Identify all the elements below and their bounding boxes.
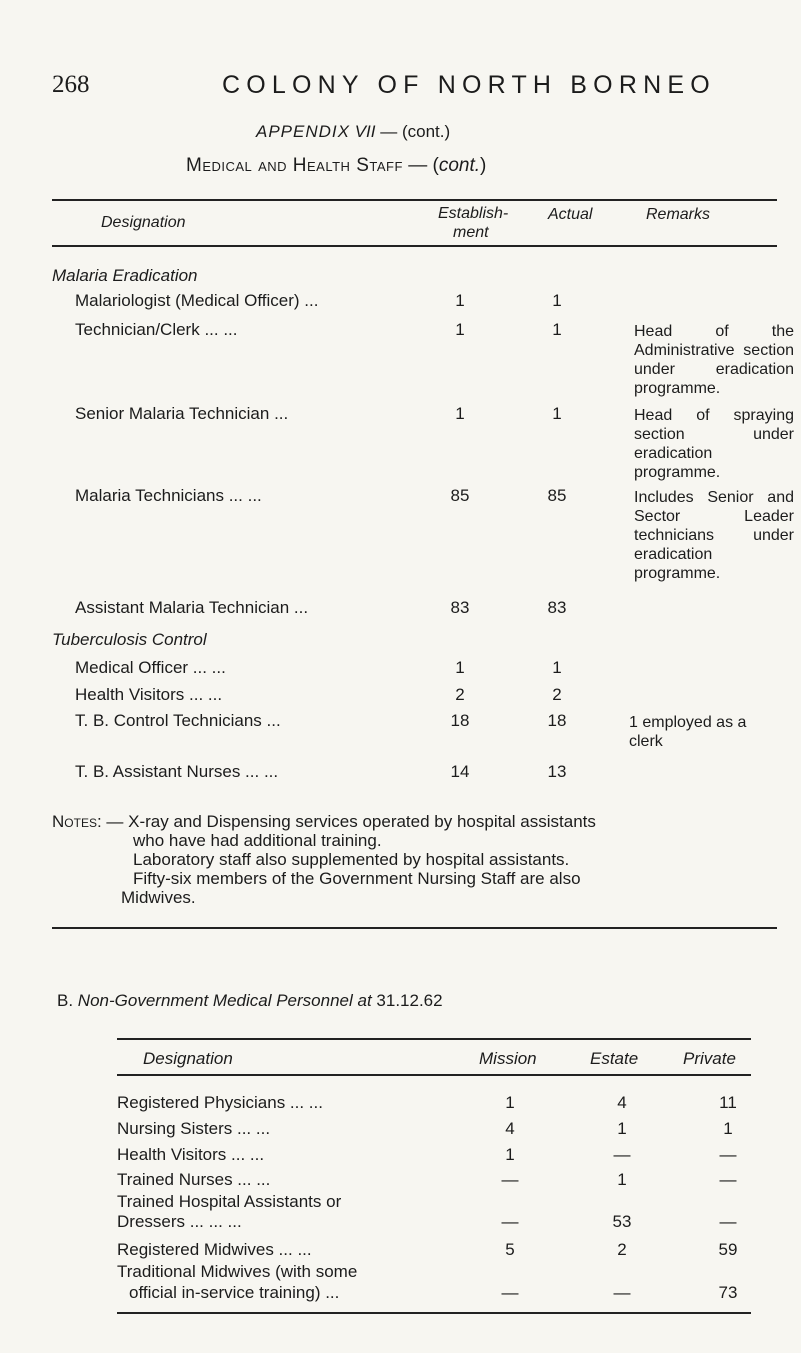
establishment-value: 83 [450, 598, 470, 617]
private-value: 59 [718, 1240, 738, 1259]
private-value: 1 [723, 1119, 733, 1138]
col-actual: Actual [548, 206, 593, 223]
estate-value: 1 [617, 1119, 627, 1138]
estate-value: 1 [617, 1170, 627, 1189]
table-b-top-rule [117, 1038, 751, 1040]
remarks-text: Includes Senior and Sector Leader technicians under eradication programme. [634, 489, 794, 582]
table-row: Traditional Midwives (with some [117, 1262, 358, 1281]
table-row: Trained Hospital Assistants or [117, 1192, 342, 1211]
actual-value: 1 [552, 291, 562, 310]
table-a-top-rule [52, 199, 777, 201]
mission-value: — [501, 1283, 519, 1302]
mission-value: — [501, 1212, 519, 1231]
establishment-value: 2 [455, 685, 465, 704]
table-row: T. B. Assistant Nurses ... ... [75, 762, 279, 781]
mission-value: 1 [505, 1093, 515, 1112]
table-row: Registered Midwives ... ... [117, 1240, 312, 1259]
table-row: Malaria Technicians ... ... [75, 486, 262, 505]
private-value: 11 [719, 1093, 737, 1112]
remarks-text: Head of spraying section under eradication programme. [634, 407, 794, 481]
actual-value: 1 [552, 404, 562, 423]
table-b-bottom-rule [117, 1312, 751, 1314]
table-b-header-rule [117, 1074, 751, 1076]
actual-value: 1 [552, 658, 562, 677]
col-establishment-2: ment [453, 224, 489, 241]
section-b-letter: B. [57, 991, 74, 1010]
establishment-value: 1 [455, 320, 465, 339]
table-row: Senior Malaria Technician ... [75, 404, 289, 423]
table-row-cont: Dressers ... ... ... [117, 1212, 242, 1231]
estate-value: 4 [617, 1093, 627, 1112]
appendix-cont: — (cont.) [375, 122, 451, 141]
col-designation-b: Designation [143, 1049, 233, 1068]
notes-bottom-rule [52, 927, 777, 929]
table-a-header-rule [52, 245, 777, 247]
col-remarks: Remarks [646, 206, 711, 223]
page-number: 268 [52, 71, 90, 98]
notes-line-1 [52, 812, 777, 831]
notes-item: Laboratory staff also supplemented by hospital assistants. [133, 850, 570, 869]
section-b-title [57, 991, 443, 1011]
private-value: — [719, 1170, 737, 1189]
table-row: Registered Physicians ... ... [117, 1093, 323, 1112]
estate-value: — [613, 1145, 631, 1164]
actual-value: 2 [552, 685, 562, 704]
notes-label: Notes: [52, 812, 102, 831]
actual-value: 13 [547, 762, 567, 781]
notes-item: — X-ray and Dispensing services operated by hospital assistants [106, 812, 596, 831]
table-row: Technician/Clerk ... ... [75, 320, 238, 339]
establishment-value: 14 [450, 762, 470, 781]
group-title-tuberculosis: Tuberculosis Control [52, 630, 207, 649]
running-title: COLONY OF NORTH BORNEO [222, 71, 716, 99]
section-b-date: 31.12.62 [376, 991, 443, 1010]
actual-value: 85 [547, 486, 567, 505]
section-dash: — ( [402, 155, 439, 176]
col-mission: Mission [479, 1049, 537, 1068]
notes [52, 812, 777, 907]
mission-value: 4 [505, 1119, 515, 1138]
notes-item: Fifty-six members of the Government Nursing Staff are also [133, 869, 581, 888]
col-estate: Estate [590, 1049, 639, 1068]
col-designation: Designation [101, 214, 186, 231]
section-close: ) [480, 155, 487, 176]
table-row: Health Visitors ... ... [75, 685, 223, 704]
estate-value: 53 [612, 1212, 632, 1231]
table-row: Health Visitors ... ... [117, 1145, 265, 1164]
establishment-value: 1 [455, 404, 465, 423]
table-row: Malariologist (Medical Officer) ... [75, 291, 319, 310]
table-row: Assistant Malaria Technician ... [75, 598, 309, 617]
section-b-at: at [357, 991, 372, 1010]
actual-value: 18 [547, 711, 567, 730]
establishment-value: 85 [450, 486, 470, 505]
section-title-text: Medical and Health Staff [186, 155, 403, 176]
table-row: Nursing Sisters ... ... [117, 1119, 271, 1138]
section-cont: cont. [438, 155, 481, 176]
establishment-value: 1 [455, 658, 465, 677]
table-row: Medical Officer ... ... [75, 658, 226, 677]
table-row: Trained Nurses ... ... [117, 1170, 271, 1189]
remarks-text: Head of the Administrative section under eradication programme. [634, 323, 794, 397]
mission-value: 1 [505, 1145, 515, 1164]
actual-value: 1 [552, 320, 562, 339]
private-value: — [719, 1212, 737, 1231]
establishment-value: 18 [450, 711, 470, 730]
section-b-title-text: Non-Government Medical Personnel [77, 991, 353, 1010]
appendix-label: APPENDIX [256, 122, 350, 141]
appendix-heading [256, 122, 450, 142]
establishment-value: 1 [455, 291, 465, 310]
notes-item: Midwives. [121, 888, 196, 907]
group-title-malaria: Malaria Eradication [52, 266, 198, 285]
section-title [186, 155, 486, 177]
table-row: T. B. Control Technicians ... [75, 711, 281, 730]
estate-value: — [613, 1283, 631, 1302]
estate-value: 2 [617, 1240, 627, 1259]
mission-value: 5 [505, 1240, 515, 1259]
remarks-text: 1 employed as a clerk [629, 714, 747, 750]
col-establishment-1: Establish- [438, 205, 509, 222]
notes-item: who have had additional training. [133, 831, 382, 850]
col-private: Private [683, 1049, 736, 1068]
mission-value: — [501, 1170, 519, 1189]
appendix-roman: VII [354, 122, 376, 141]
table-row-cont: official in-service training) ... [129, 1283, 340, 1302]
private-value: 73 [718, 1283, 738, 1302]
private-value: — [719, 1145, 737, 1164]
actual-value: 83 [547, 598, 567, 617]
